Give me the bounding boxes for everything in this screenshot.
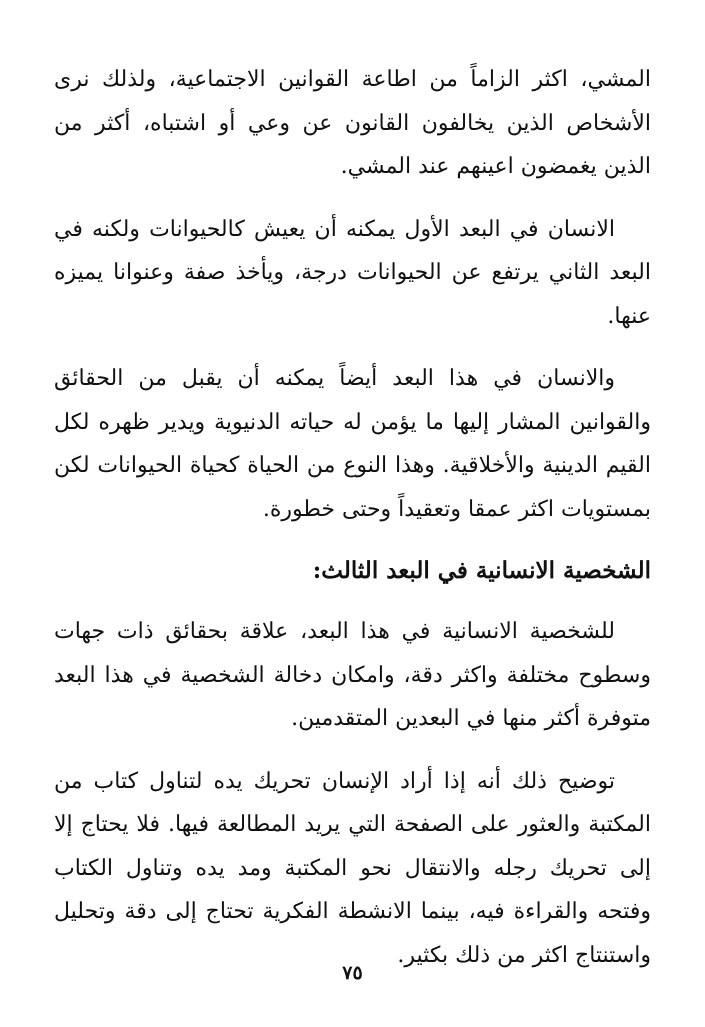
paragraph-continued: المشي، اكثر الزاماً من اطاعة القوانين الاجتماعية، ولذلك نرى الأشخاص الذين يخالفون القانون عن وعي أو اشتباه، أكثر من الذين يغمضون اعينهم عند المشي.: [54, 67, 651, 179]
paragraph-second-dimension: والانسان في هذا البعد أيضاً يمكنه أن يقبل من الحقائق والقوانين المشار إليها ما يؤمن له حياته الدنيوية ويدير ظهره لكل القيم الدينية والأخلاقية. وهذا النوع من الحياة كحياة الحيوانات لكن بمستويات اكثر عمقا وتعقيداً وحتى خطورة.: [54, 366, 651, 522]
paragraph-explanation: توضيح ذلك أنه إذا أراد الإنسان تحريك يده لتناول كتاب من المكتبة والعثور على الصفحة التي يريد المطالعة فيها. فلا يحتاج إلا إلى تحريك رجله والانتقال نحو المكتبة ومد يده وتناول الكتاب وفتحه والقراءة فيه، بينما الانشطة الفكرية تحتاج إلى دقة وتحليل واستنتاج اكثر من ذلك بكثير.: [54, 768, 651, 968]
paragraph-first-dimension: الانسان في البعد الأول يمكنه أن يعيش كالحيوانات ولكنه في البعد الثاني يرتفع عن الحيوانات درجة، ويأخذ صفة وعنوانا يميزه عنها.: [54, 216, 651, 329]
section-heading: الشخصية الانسانية في البعد الثالث:: [312, 557, 651, 584]
page-number: ٧٥: [342, 962, 363, 984]
paragraph-third-dimension: للشخصية الانسانية في هذا البعد، علاقة بحقائق ذات جهات وسطوح مختلفة واكثر دقة، وامكان دخالة الشخصية في هذا البعد متوفرة أكثر منها في البعدين المتقدمين.: [54, 619, 651, 731]
